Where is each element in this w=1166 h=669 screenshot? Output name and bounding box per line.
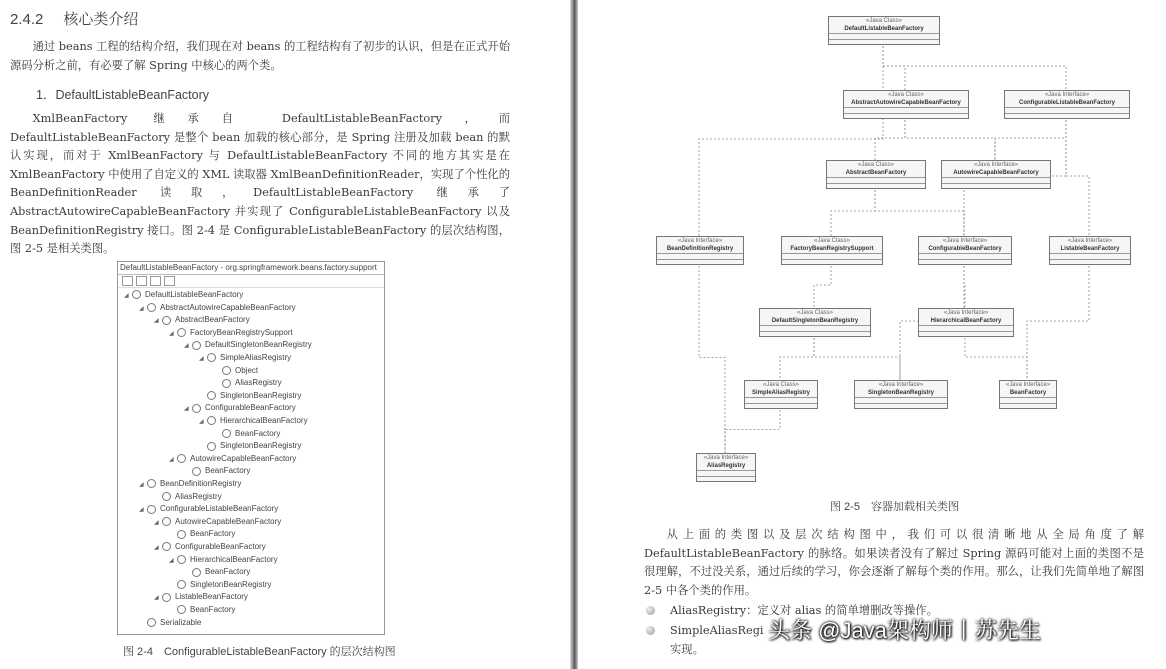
uml-stereotype: «Java Interface» bbox=[1067, 238, 1113, 244]
tree-item-label: DefaultSingletonBeanRegistry bbox=[205, 340, 312, 350]
tree-item[interactable] bbox=[169, 554, 278, 566]
interface-icon bbox=[177, 454, 186, 463]
tree-item[interactable] bbox=[169, 528, 235, 540]
uml-node bbox=[781, 236, 883, 265]
interface-icon bbox=[222, 379, 231, 388]
expand-arrow-icon[interactable]: ◢ bbox=[184, 343, 189, 350]
uml-stereotype: «Java Class» bbox=[796, 310, 834, 316]
uml-stereotype: «Java Class» bbox=[813, 238, 851, 244]
tree-item-label: BeanFactory bbox=[205, 466, 251, 476]
expand-arrow-icon[interactable]: ◢ bbox=[154, 545, 159, 551]
section-number: 2.4.2 bbox=[10, 11, 44, 28]
tree-item[interactable] bbox=[124, 289, 243, 301]
summary-paragraph: 从上面的类图以及层次结构图中，我们可以很清晰地从全局角度了解 DefaultListableBeanFactory 的脉络。如果读者没有了解过 Spring 源码可能对上面的类图不是很理解，不过没关系，通过后续的学习，你会逐渐了解每个类的作用。那么，让我们先简单地了解图 2-5 中各个类的作用。 bbox=[644, 528, 1144, 597]
tree-item-label: BeanFactory bbox=[205, 567, 251, 577]
interface-icon bbox=[147, 479, 156, 488]
tree-item-label: BeanFactory bbox=[190, 529, 236, 539]
interface-icon bbox=[162, 517, 171, 526]
right-page bbox=[578, 0, 1166, 669]
tree-item[interactable] bbox=[139, 302, 296, 314]
interface-icon bbox=[192, 568, 201, 577]
uml-node bbox=[1049, 236, 1131, 265]
tree-item-label: AbstractBeanFactory bbox=[175, 315, 250, 325]
tree-item-label: BeanFactory bbox=[190, 605, 236, 614]
class-icon bbox=[162, 316, 171, 325]
uml-node bbox=[843, 90, 969, 119]
tree-item[interactable] bbox=[214, 377, 282, 389]
interface-icon bbox=[177, 605, 186, 614]
class-icon bbox=[147, 303, 156, 312]
interface-icon bbox=[177, 530, 186, 539]
uml-node bbox=[1004, 90, 1130, 119]
uml-edge bbox=[905, 116, 995, 160]
class-icon bbox=[192, 341, 201, 350]
tree-item-label: ConfigurableBeanFactory bbox=[175, 542, 266, 551]
tree-item[interactable] bbox=[184, 339, 312, 351]
uml-edge bbox=[780, 334, 814, 380]
bullet-continuation: 实现。 bbox=[670, 643, 704, 656]
tree-item[interactable] bbox=[154, 541, 266, 553]
tree-item[interactable] bbox=[199, 352, 291, 364]
interface-icon bbox=[192, 404, 201, 413]
tree-item[interactable] bbox=[199, 440, 301, 452]
uml-stereotype: «Java Interface» bbox=[1044, 92, 1090, 98]
hierarchy-view bbox=[117, 261, 385, 635]
uml-node bbox=[759, 308, 871, 337]
uml-node bbox=[918, 308, 1014, 337]
tree-item[interactable] bbox=[214, 428, 280, 440]
figure-caption-2-5: 图 2-5 容器加载相关类图 bbox=[830, 501, 959, 513]
expand-arrow-icon[interactable]: ◢ bbox=[169, 557, 174, 564]
uml-edge bbox=[699, 262, 725, 453]
interface-icon bbox=[162, 492, 171, 501]
tree-item-label: ConfigurableListableBeanFactory bbox=[160, 504, 279, 514]
tree-item-label: ConfigurableBeanFactory bbox=[205, 403, 296, 413]
uml-node bbox=[696, 453, 756, 482]
menu-icon[interactable] bbox=[164, 276, 175, 286]
tree-item[interactable] bbox=[199, 390, 301, 402]
figure-caption-2-4: 图 2-4 ConfigurableListableBeanFactory 的层次结构图 bbox=[123, 646, 396, 658]
tree-item[interactable] bbox=[139, 617, 201, 629]
tree-item-label: FactoryBeanRegistrySupport bbox=[190, 327, 293, 337]
uml-edge bbox=[814, 334, 900, 380]
uml-stereotype: «Java Interface» bbox=[973, 162, 1019, 168]
bullet-icon bbox=[646, 606, 655, 615]
interface-icon bbox=[147, 505, 156, 514]
expand-arrow-icon[interactable]: ◢ bbox=[154, 595, 159, 602]
class-icon bbox=[207, 353, 216, 362]
tree-item[interactable] bbox=[169, 453, 296, 465]
tree-item[interactable] bbox=[154, 491, 222, 503]
uml-stereotype: «Java Interface» bbox=[943, 310, 989, 316]
uml-class-name: AutowireCapableBeanFactory bbox=[953, 170, 1039, 176]
subtype-hierarchy-icon[interactable] bbox=[150, 276, 161, 286]
tree-item-label: DefaultListableBeanFactory bbox=[145, 290, 244, 299]
tree-item-label: ListableBeanFactory bbox=[175, 592, 248, 602]
uml-stereotype: «Java Interface» bbox=[677, 238, 723, 244]
class-icon bbox=[177, 328, 186, 337]
tree-item-label: AutowireCapableBeanFactory bbox=[190, 453, 297, 463]
interface-icon bbox=[207, 391, 216, 400]
uml-node bbox=[744, 380, 818, 409]
subsection-title: 1．DefaultListableBeanFactory bbox=[36, 88, 210, 102]
intro-paragraph: 通过 beans 工程的结构介绍，我们现在对 beans 的工程结构有了初步的认识，但是在正式开始源码分析之前，有必要了解 Spring 中核心的两个类。 bbox=[10, 40, 510, 72]
left-page bbox=[0, 0, 570, 669]
tree-item-label: BeanDefinitionRegistry bbox=[160, 479, 242, 488]
bullet-item: SimpleAliasRegi bbox=[670, 622, 1150, 640]
supertype-hierarchy-icon[interactable] bbox=[136, 276, 147, 286]
uml-class-name: SimpleAliasRegistry bbox=[751, 390, 811, 396]
body-paragraph: XmlBeanFactory 继承自 DefaultListableBeanFactory，而 DefaultListableBeanFactory 是整个 bean 加载的核心部分，是 Spring 注册及加载 bean 的默认实现，而对于 XmlBeanFactory 与 DefaultListableBeanFactory 不同的地方其实是在 XmlBeanFactory 中使用了自定义的 XML 读取器 XmlBeanDefinitionReader，实现了个性化的 BeanDefinitionReader 读取，DefaultListableBeanFactory 继承了 AbstractAutowireCapableBeanFactory 并实现了 ConfigurableListableBeanFactory 以及 BeanDefinitionRegistry 接口。图 2-4 是 ConfigurableListableBeanFactory 的层次结构图，图 2-5 是相关类图。 bbox=[10, 112, 510, 256]
expand-arrow-icon[interactable]: ◢ bbox=[139, 305, 144, 312]
tree-item[interactable] bbox=[154, 591, 248, 603]
class-icon bbox=[222, 366, 231, 375]
uml-edge bbox=[1066, 116, 1089, 236]
expand-arrow-icon[interactable]: ◢ bbox=[184, 406, 189, 413]
uml-edge bbox=[883, 42, 905, 90]
uml-node bbox=[826, 160, 926, 189]
class-icon bbox=[132, 290, 141, 299]
uml-class-name: HierarchicalBeanFactory bbox=[930, 318, 1002, 324]
uml-edge bbox=[725, 406, 780, 453]
interface-icon bbox=[147, 618, 156, 627]
uml-edge bbox=[875, 116, 905, 160]
uml-stereotype: «Java Class» bbox=[762, 382, 800, 388]
uml-edge bbox=[831, 186, 875, 236]
uml-stereotype: «Java Interface» bbox=[703, 455, 749, 461]
expand-arrow-icon[interactable]: ◢ bbox=[139, 507, 144, 514]
uml-class-name: AliasRegistry bbox=[706, 463, 746, 469]
uml-stereotype: «Java Interface» bbox=[878, 382, 924, 388]
uml-node bbox=[999, 380, 1057, 409]
bullet-item: AliasRegistry：定义对 alias 的简单增删改等操作。 bbox=[670, 602, 938, 620]
uml-class-name: BeanFactory bbox=[1009, 390, 1047, 396]
tree-item[interactable] bbox=[154, 314, 250, 326]
uml-stereotype: «Java Class» bbox=[865, 18, 903, 24]
uml-stereotype: «Java Class» bbox=[887, 92, 925, 98]
expand-arrow-icon[interactable]: ◢ bbox=[124, 293, 129, 299]
expand-arrow-icon[interactable]: ◢ bbox=[154, 519, 159, 526]
tree-item[interactable] bbox=[184, 402, 296, 414]
tree-item-label: BeanFactory bbox=[235, 428, 281, 438]
uml-node bbox=[941, 160, 1051, 189]
uml-edge bbox=[995, 116, 1066, 160]
interface-icon bbox=[162, 542, 171, 551]
interface-icon bbox=[162, 593, 171, 602]
tree-item-label: SingletonBeanRegistry bbox=[220, 390, 302, 400]
uml-class-name: AbstractAutowireCapableBeanFactory bbox=[851, 100, 961, 106]
expand-arrow-icon[interactable]: ◢ bbox=[169, 330, 174, 337]
tree-item[interactable] bbox=[139, 478, 241, 490]
uml-class-name: SingletonBeanRegistry bbox=[867, 390, 934, 396]
tree-item-label: HierarchicalBeanFactory bbox=[220, 416, 308, 425]
uml-node bbox=[828, 16, 940, 45]
interface-icon bbox=[192, 467, 201, 476]
tree-item-label: SingletonBeanRegistry bbox=[190, 579, 272, 589]
tree-item[interactable] bbox=[184, 465, 250, 477]
type-hierarchy-icon[interactable] bbox=[122, 276, 133, 286]
uml-class-name: DefaultListableBeanFactory bbox=[844, 26, 924, 32]
uml-edge bbox=[1027, 262, 1089, 380]
uml-edge bbox=[883, 42, 1066, 90]
interface-icon bbox=[177, 555, 186, 564]
tree-item-label: HierarchicalBeanFactory bbox=[190, 554, 278, 564]
book-spine bbox=[570, 0, 578, 669]
tree-item-label: Serializable bbox=[160, 617, 202, 627]
expand-arrow-icon[interactable]: ◢ bbox=[199, 419, 204, 425]
tree-item-label: Object bbox=[235, 365, 259, 375]
uml-class-name: AbstractBeanFactory bbox=[845, 170, 907, 176]
uml-edge bbox=[814, 262, 831, 308]
interface-icon bbox=[222, 429, 231, 438]
tree-item[interactable] bbox=[169, 327, 293, 339]
tree-item[interactable] bbox=[169, 579, 271, 591]
tree-item[interactable] bbox=[184, 566, 250, 578]
expand-arrow-icon[interactable]: ◢ bbox=[139, 482, 144, 488]
tree-item[interactable] bbox=[214, 365, 258, 377]
uml-edge bbox=[699, 42, 883, 236]
uml-class-name: BeanDefinitionRegistry bbox=[666, 246, 734, 252]
tree-item-label: AliasRegistry bbox=[235, 378, 282, 388]
uml-class-name: DefaultSingletonBeanRegistry bbox=[771, 318, 859, 324]
tree-item[interactable] bbox=[154, 516, 281, 528]
expand-arrow-icon[interactable]: ◢ bbox=[169, 456, 174, 463]
interface-icon bbox=[207, 416, 216, 425]
section-heading bbox=[10, 8, 138, 29]
uml-stereotype: «Java Interface» bbox=[942, 238, 988, 244]
class-diagram bbox=[666, 10, 1126, 480]
tree-item[interactable] bbox=[199, 415, 308, 427]
uml-node bbox=[656, 236, 744, 265]
tree-item[interactable] bbox=[139, 503, 278, 515]
tree-item-label: SimpleAliasRegistry bbox=[220, 353, 292, 362]
hierarchy-header: DefaultListableBeanFactory - org.springframework.beans.factory.support bbox=[118, 262, 384, 275]
uml-edge bbox=[964, 262, 965, 308]
uml-node bbox=[854, 380, 948, 409]
uml-class-name: FactoryBeanRegistrySupport bbox=[790, 246, 874, 252]
tree-item[interactable] bbox=[169, 604, 235, 616]
expand-arrow-icon[interactable]: ◢ bbox=[154, 318, 159, 325]
uml-stereotype: «Java Interface» bbox=[1005, 382, 1051, 388]
uml-edge bbox=[875, 186, 964, 236]
uml-class-name: ListableBeanFactory bbox=[1060, 246, 1120, 252]
tree-item-label: AbstractAutowireCapableBeanFactory bbox=[160, 302, 296, 312]
tree-item-label: AutowireCapableBeanFactory bbox=[175, 516, 282, 526]
interface-icon bbox=[177, 580, 186, 589]
uml-class-name: ConfigurableListableBeanFactory bbox=[1018, 100, 1116, 106]
hierarchy-toolbar bbox=[118, 275, 384, 288]
uml-class-name: ConfigurableBeanFactory bbox=[928, 246, 1002, 252]
uml-stereotype: «Java Class» bbox=[857, 162, 895, 168]
tree-item-label: AliasRegistry bbox=[175, 491, 222, 501]
expand-arrow-icon[interactable]: ◢ bbox=[199, 356, 204, 362]
tree-item-label: SingletonBeanRegistry bbox=[220, 441, 302, 451]
watermark: 头条 @Java架构师丨苏先生 bbox=[768, 618, 1041, 643]
bullet-icon bbox=[646, 626, 655, 635]
interface-icon bbox=[207, 442, 216, 451]
uml-node bbox=[918, 236, 1012, 265]
section-title: 核心类介绍 bbox=[63, 11, 139, 28]
uml-edge bbox=[965, 334, 1027, 380]
